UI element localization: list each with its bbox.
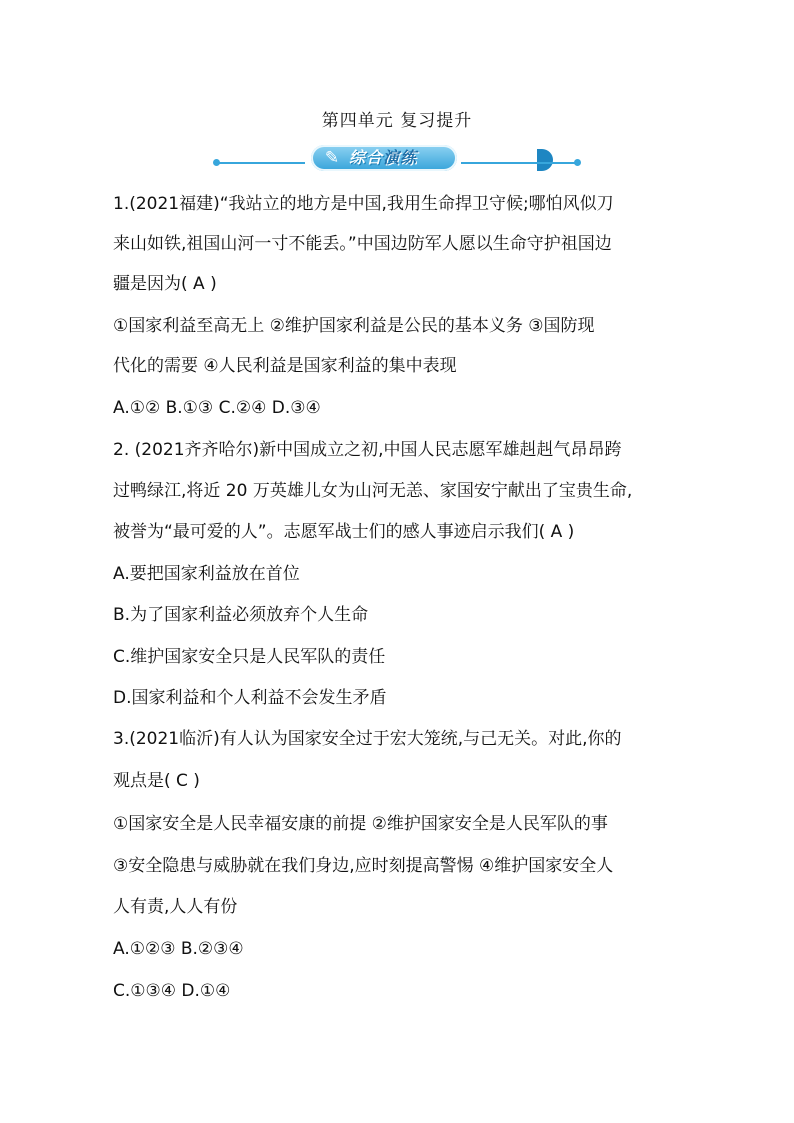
banner-divider-right: [461, 162, 579, 164]
banner-label: [349, 147, 417, 169]
question-3-choices-line-2: C.①③④ D.①④: [113, 981, 231, 1001]
question-2-option-a: A.要把国家利益放在首位: [113, 564, 300, 584]
banner-label-first: 综合: [349, 148, 384, 167]
question-1-statements-line-1: ①国家利益至高无上 ②维护国家利益是公民的基本义务 ③国防现: [113, 316, 595, 336]
question-3-statements-line-1: ①国家安全是人民幸福安康的前提 ②维护国家安全是人民军队的事: [113, 814, 608, 834]
question-1-choices: A.①② B.①③ C.②④ D.③④: [113, 398, 321, 418]
section-banner: [215, 143, 579, 173]
question-3-statements-line-2: ③安全隐患与威胁就在我们身边,应时刻提高警惕 ④维护国家安全人: [113, 856, 614, 876]
pen-graduation-icon: ✎: [324, 148, 340, 168]
question-1-stem-line-2: 来山如铁,祖国山河一寸不能丢。”中国边防军人愿以生命守护祖国边: [113, 234, 612, 254]
banner-badge-end: [537, 149, 553, 171]
question-2-option-b: B.为了国家利益必须放弃个人生命: [113, 605, 369, 625]
question-2-stem-line-2: 过鸭绿江,将近 20 万英雄儿女为山河无恙、家国安宁献出了宝贵生命,: [113, 481, 633, 501]
banner-label-second: 演练: [383, 148, 418, 167]
banner-badge: [311, 145, 457, 171]
banner-divider-left: [215, 162, 305, 164]
question-1-stem-line-1: 1.(2021福建)“我站立的地方是中国,我用生命捍卫守候;哪怕风似刀: [113, 194, 614, 214]
question-3-stem-line-2: 观点是( C ): [113, 771, 200, 791]
question-3-choices-line-1: A.①②③ B.②③④: [113, 939, 244, 959]
question-1-stem-line-3: 疆是因为( A ): [113, 274, 217, 294]
question-3-stem-line-1: 3.(2021临沂)有人认为国家安全过于宏大笼统,与己无关。对此,你的: [113, 729, 622, 749]
question-2-stem-line-1: 2. (2021齐齐哈尔)新中国成立之初,中国人民志愿军雄赳赳气昂昂跨: [113, 440, 622, 460]
question-2-option-c: C.维护国家安全只是人民军队的责任: [113, 647, 386, 667]
question-3-statements-line-3: 人有责,人人有份: [113, 897, 238, 917]
question-2-stem-line-3: 被誉为“最可爱的人”。志愿军战士们的感人事迹启示我们( A ): [113, 522, 575, 542]
banner-dot-left: [213, 159, 220, 166]
page-title: 第四单元 复习提升: [321, 111, 473, 131]
banner-dot-right: [574, 159, 581, 166]
question-2-option-d: D.国家利益和个人利益不会发生矛盾: [113, 688, 387, 708]
question-1-statements-line-2: 代化的需要 ④人民利益是国家利益的集中表现: [113, 356, 457, 376]
